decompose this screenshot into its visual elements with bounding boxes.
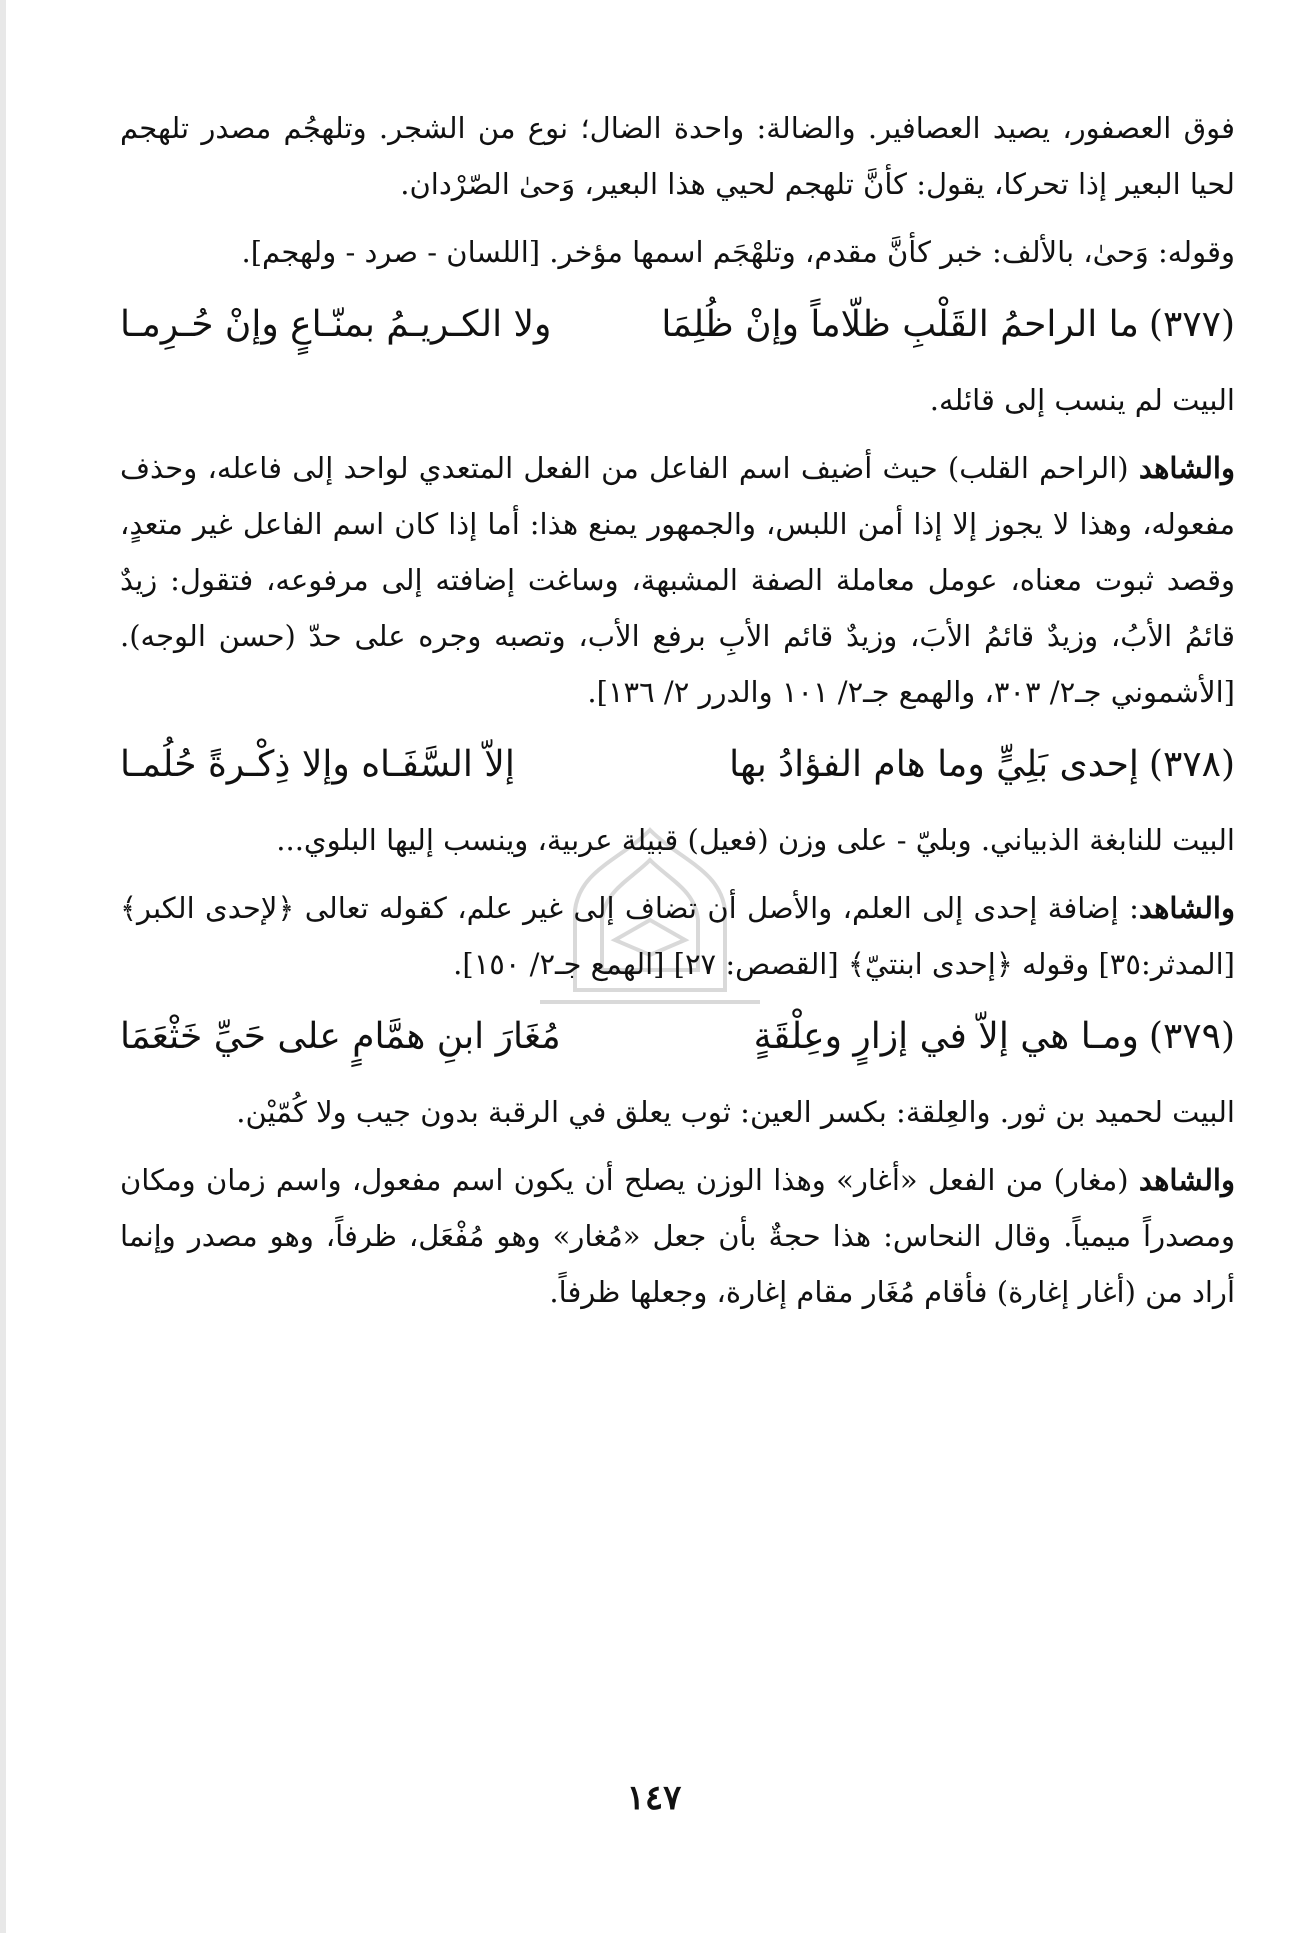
- verse-377: [120, 292, 1235, 358]
- paragraph: [120, 880, 1235, 992]
- verse-379: [120, 1004, 1235, 1070]
- verse-second-hemistich: مُغَارَ ابنِ همَّامٍ على حَيِّ خَثْعَمَا: [120, 1016, 561, 1057]
- verse-first-hemistich: ما الراحمُ القَلْبِ ظلّاماً وإنْ ظُلِمَا: [661, 304, 1139, 345]
- page-body: [120, 100, 1235, 1332]
- paragraph-text: (مغار) من الفعل «أغار» وهذا الوزن يصلح أن يكون اسم مفعول، واسم زمان ومكان ومصدراً ميمياً. وقال النحاس: هذا حجةٌ بأن جعل «مُغار» وهو مُفْعَل، ظرفاً، وهو مصدر وإنما أراد من (أغار إغارة) فأقام مُغَار مقام إغارة، وجعلها ظرفاً.: [120, 1163, 1235, 1309]
- verse-378: [120, 732, 1235, 798]
- verse-second-hemistich: إلاّ السَّفَـاه وإلا ذِكْـرةً حُلُمـا: [120, 744, 515, 785]
- verse-number: (٣٧٩): [1148, 1016, 1235, 1057]
- paragraph-text: وقوله: وَحىٰ، بالألف: خبر كأنَّ مقدم، وتلهْجَم اسمها مؤخر. [اللسان - صرد - ولهجم].: [241, 235, 1235, 269]
- paragraph: [120, 812, 1235, 868]
- paragraph: [120, 440, 1235, 720]
- paragraph-lead: والشاهد: [1138, 1163, 1235, 1197]
- verse-second-hemistich: ولا الكـريـمُ بمنّـاعٍ وإنْ حُـرِمـا: [119, 304, 552, 345]
- scan-edge: [0, 0, 6, 1933]
- page-number: ١٤٧: [626, 1778, 682, 1818]
- paragraph: [120, 100, 1235, 212]
- verse-number: (٣٧٨): [1148, 744, 1235, 785]
- paragraph-lead: والشاهد: [1138, 451, 1235, 485]
- paragraph: [120, 372, 1235, 428]
- paragraph: [120, 224, 1235, 280]
- paragraph-text: (الراحم القلب) حيث أضيف اسم الفاعل من الفعل المتعدي لواحد إلى فاعله، وحذف مفعوله، وهذا لا يجوز إلا إذا أمن اللبس، والجمهور يمنع هذا: أما إذا كان اسم الفاعل غير متعدٍ، وقصد ثبوت معناه، عومل معاملة الصفة المشبهة، وساغت إضافته إلى مرفوعه، فتقول: زيدٌ قائمُ الأبُ، وزيدٌ قائمُ الأبَ، وزيدٌ قائم الأبِ برفع الأب، وتصبه وجره على حدّ (حسن الوجه). [الأشموني جـ٢/ ٣٠٣، والهمع جـ٢/ ١٠١ والدرر ٢/ ١٣٦].: [120, 451, 1235, 709]
- paragraph-text: البيت لم ينسب إلى قائله.: [929, 383, 1235, 417]
- paragraph-text: : إضافة إحدى إلى العلم، والأصل أن تضاف إلى غير علم، كقوله تعالى ﴿لإحدى الكبر﴾ [المدثر:٣٥] وقوله ﴿إحدى ابنتيّ﴾ [القصص: ٢٧] [الهمع جـ٢/ ١٥٠].: [120, 891, 1235, 981]
- paragraph-lead: والشاهد: [1138, 891, 1235, 925]
- paragraph: [120, 1084, 1235, 1140]
- paragraph-text: فوق العصفور، يصيد العصافير. والضالة: واحدة الضال؛ نوع من الشجر. وتلهجُم مصدر تلهجم لحيا البعير إذا تحركا، يقول: كأنَّ تلهجم لحيي هذا البعير، وَحىٰ الصّرْدان.: [120, 111, 1235, 201]
- verse-first-hemistich: إحدى بَلِيٍّ وما هام الفؤادُ بها: [729, 744, 1139, 785]
- verse-first-hemistich: ومـا هي إلاّ في إزارٍ وعِلْقَةٍ: [753, 1016, 1139, 1057]
- paragraph: [120, 1152, 1235, 1320]
- paragraph-text: البيت لحميد بن ثور. والعِلقة: بكسر العين: ثوب يعلق في الرقبة بدون جيب ولا كُمّيْن.: [236, 1095, 1235, 1129]
- paragraph-text: البيت للنابغة الذبياني. وبليّ - على وزن (فعيل) قبيلة عربية، وينسب إليها البلوي...: [276, 823, 1235, 857]
- verse-number: (٣٧٧): [1148, 304, 1235, 345]
